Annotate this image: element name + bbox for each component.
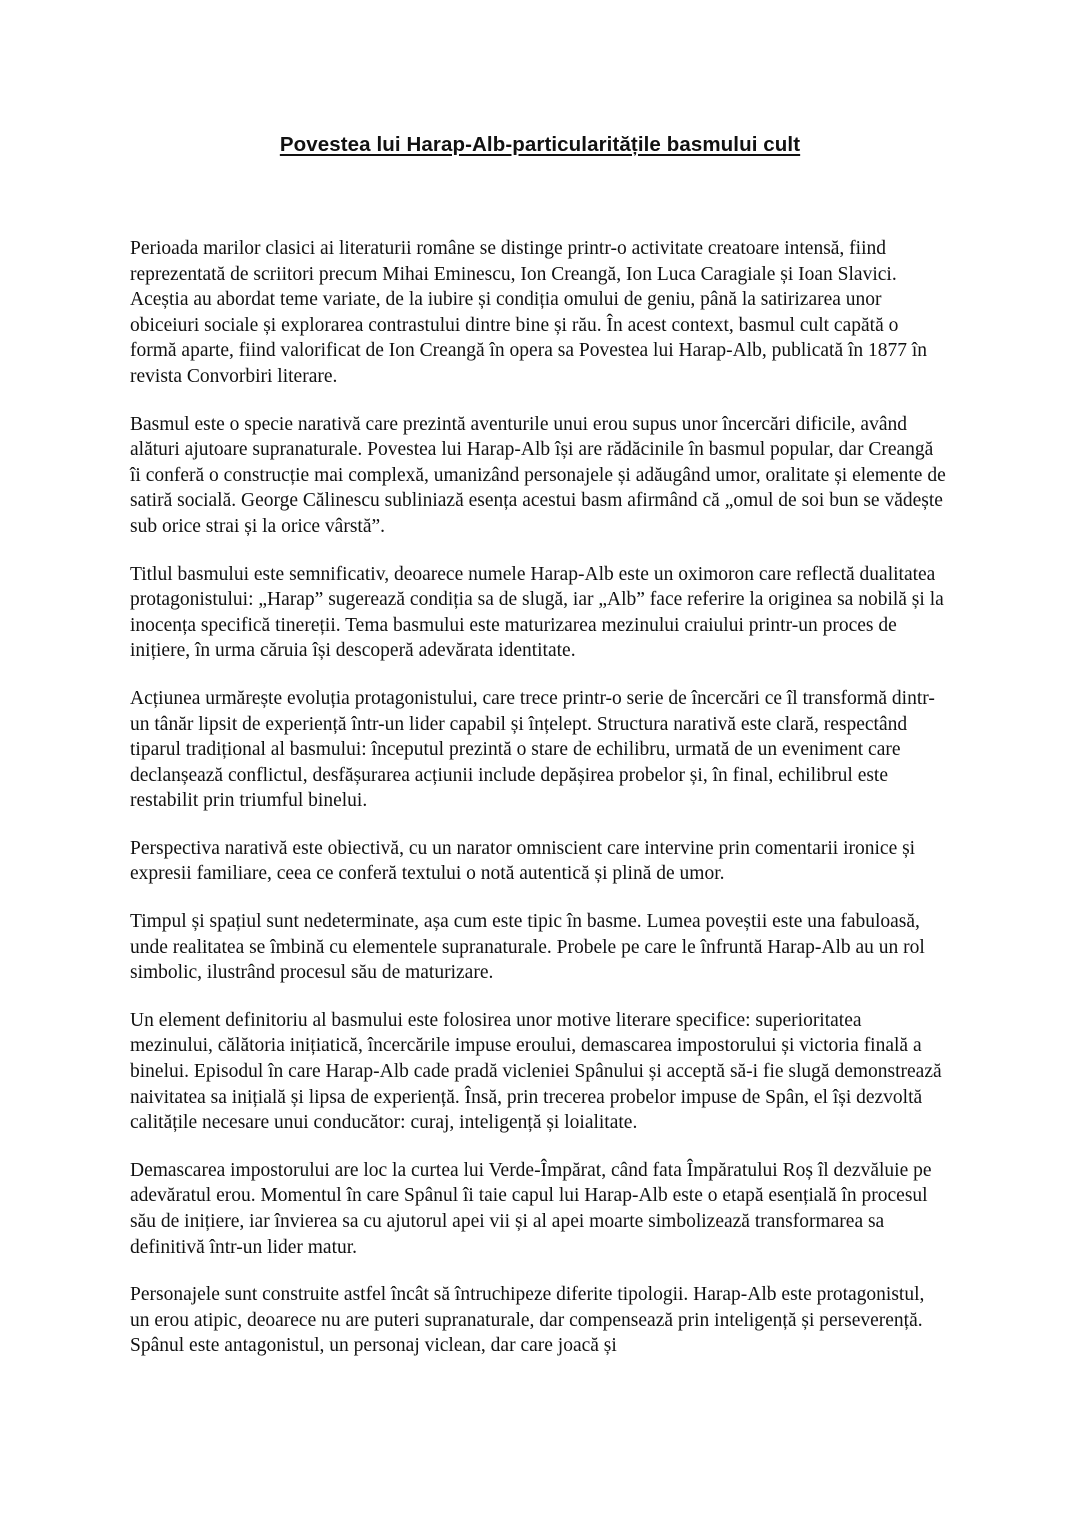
paragraph: Personajele sunt construite astfel încât să întruchipeze diferite tipologii. Harap-Alb este protagonistul, un erou atipic, deoarece nu are puteri supranaturale, dar compensează prin inteligență și perseverență. Spânul este antagonistul, un personaj viclean, dar care joacă și	[130, 1284, 925, 1357]
paragraph: Titlul basmului este semnificativ, deoarece numele Harap-Alb este un oximoron care reflectă dualitatea protagonistului: „Harap” sugerează condiția sa de slugă, iar „Alb” face referire la originea sa nobilă și la inocența specifică tinereții. Tema basmului este maturizarea mezinului craiului printr-un proces de inițiere, în urma căruia își descoperă adevărata identitate.	[130, 563, 944, 662]
paragraph: Perioada marilor clasici ai literaturii române se distinge printr-o activitate creatoare intensă, fiind reprezentată de scriitori precum Mihai Eminescu, Ion Creangă, Ion Luca Caragiale și Ioan Slavici. Aceștia au abordat teme variate, de la iubire și condiția omului de geniu, până la satirizarea unor obiceiuri sociale și explorarea contrastului dintre bine și rău. În acest context, basmul cult capătă o formă aparte, fiind valorificat de Ion Creangă în opera sa Povestea lui Harap-Alb, publicată în 1877 în revista Convorbiri literare.	[130, 238, 928, 387]
paragraph: Timpul și spațiul sunt nedeterminate, așa cum este tipic în basme. Lumea poveștii este una fabuloasă, unde realitatea se îmbină cu elementele supranaturale. Probele pe care le înfruntă Harap-Alb au un rol simbolic, ilustrând procesul său de maturizare.	[130, 911, 925, 984]
paragraph: Acțiunea urmărește evoluția protagonistului, care trece printr-o serie de încercări ce îl transformă dintr-un tânăr lipsit de experiență într-un lider capabil și înțelept. Structura narativă este clară, respectând tiparul tradițional al basmului: începutul prezintă o stare de echilibru, urmată de un eveniment care declanșează conflictul, desfășurarea acțiunii include depășirea probelor și, în final, echilibrul este restabilit prin triumful binelui.	[130, 687, 935, 812]
document-title: Povestea lui Harap-Alb-particularitățile basmului cult	[279, 133, 801, 156]
paragraph: Perspectiva narativă este obiectivă, cu un narator omniscient care intervine prin comentarii ironice și expresii familiare, ceea ce conferă textului o notă autentică și plină de umor.	[130, 837, 916, 885]
document-body	[130, 236, 948, 1381]
paragraph: Un element definitoriu al basmului este folosirea unor motive literare specifice: superioritatea mezinului, călătoria inițiatică, încercările impuse eroului, demascarea impostorului și victoria finală a binelui. Episodul în care Harap-Alb cade pradă vicleniei Spânului și acceptă să-i fie slugă demonstrează naivitatea sa inițială și lipsa de experiență. Însă, prin trecerea probelor impuse de Spân, el își dezvoltă calitățile necesare unui conducător: curaj, inteligență și loialitate.	[130, 1009, 942, 1134]
paragraph: Basmul este o specie narativă care prezintă aventurile unui erou supus unor încercări dificile, având alături ajutoare supranaturale. Povestea lui Harap-Alb își are rădăcinile în basmul popular, dar Creangă îi conferă o construcție mai complexă, umanizând personajele și adăugând umor, oralitate și elemente de satiră socială. George Călinescu subliniază esența acestui basm afirmând că „omul de soi bun se vădește sub orice strai și la orice vârstă”.	[130, 413, 946, 537]
paragraph: Demascarea impostorului are loc la curtea lui Verde-Împărat, când fata Împăratului Roș îl dezvăluie pe adevăratul erou. Momentul în care Spânul îi taie capul lui Harap-Alb este o etapă esențială în procesul său de inițiere, iar învierea sa cu ajutorul apei vii și al apei moarte simbolizează transformarea sa definitivă într-un lider matur.	[130, 1159, 932, 1258]
